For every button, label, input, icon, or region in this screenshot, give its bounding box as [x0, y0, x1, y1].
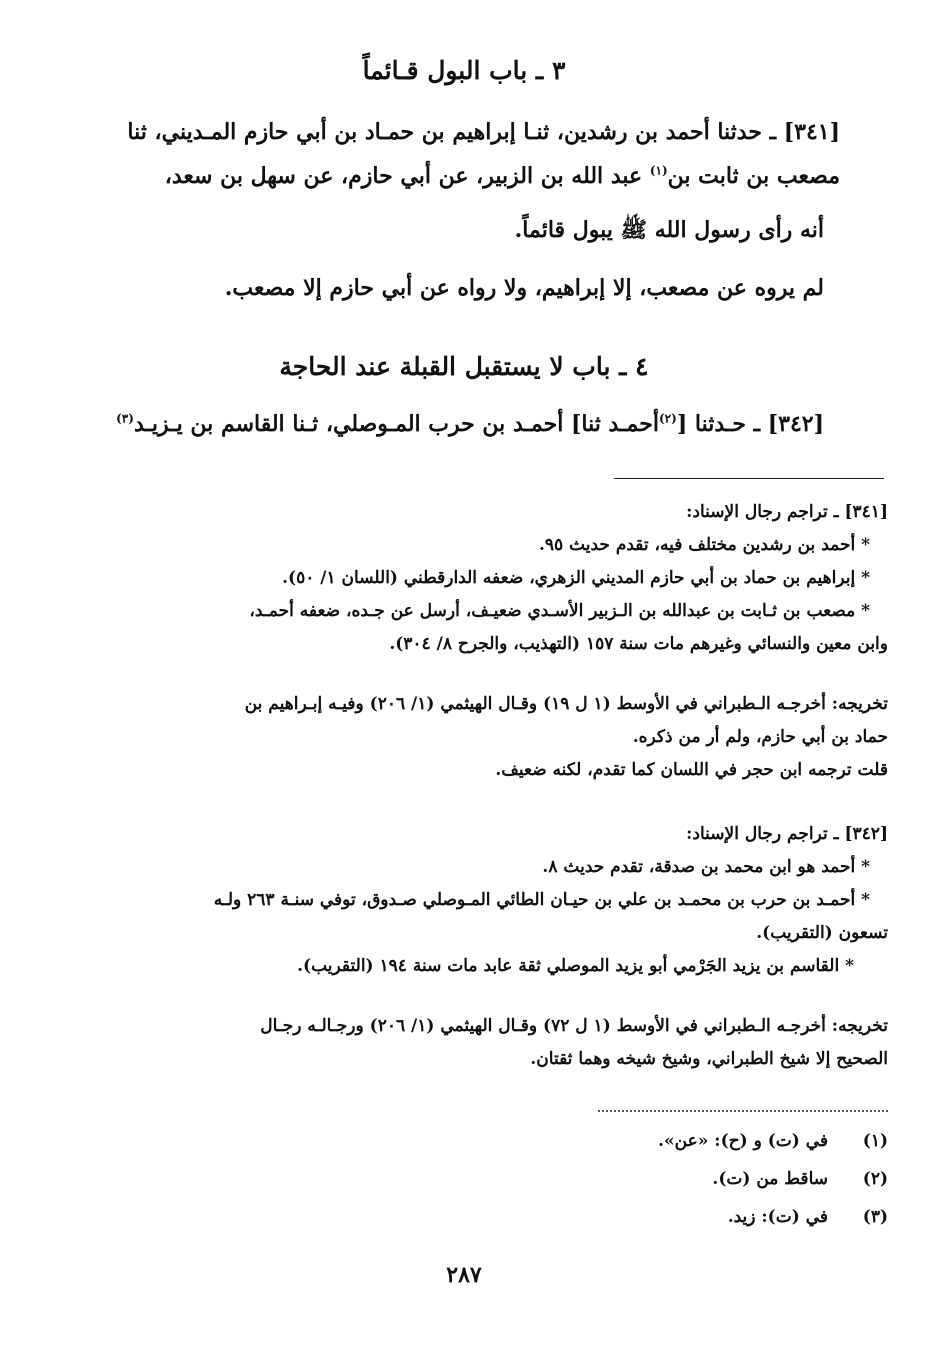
footnote-ref-1[interactable]: (١)	[649, 163, 668, 178]
narrator-341-3: * مصعب بن ثـابت بن عبدالله بن الـزبير الأسـدي ضعيـف، أرسل عن جـده، ضعفه أحمـد،	[249, 601, 870, 621]
footnote-ref-3[interactable]: (٣)	[116, 411, 134, 426]
narrator-341-2: * إبراهيم بن حماد بن أبي حازم المديني الزهري، ضعفه الدارقطني (اللسان ١/ ٥٠).	[282, 568, 870, 588]
chapter-4-title: ٤ ـ باب لا يستقبل القبلة عند الحاجة	[279, 352, 649, 381]
hadith-341-matn: أنه رأى رسول الله ﷺ يبول قائماً.	[514, 217, 824, 243]
hadith-341-line-2	[86, 154, 840, 198]
footnote-2-number: (٢)	[862, 1169, 888, 1189]
chapter-3-title: ٣ ـ باب البول قـائماً	[362, 56, 566, 85]
commentary-341-heading: [٣٤١] ـ تراجم رجال الإسناد:	[686, 502, 888, 522]
footnote-3-text: في (ت): زيد.	[727, 1207, 828, 1227]
hadith-342-text-b: أحمـد ثنا] أحمـد بن حرب المـوصلي، ثـنا القاسم بن يـزيـد	[133, 411, 659, 437]
footnote-ref-2[interactable]: (٢)	[658, 411, 677, 426]
hadith-341-text-a: مصعب بن ثابت بن	[667, 163, 840, 189]
footnote-1-text: في (ت) و (ح): «عن».	[658, 1131, 828, 1151]
footnote-separator	[598, 1110, 888, 1112]
takhrij-341	[0, 688, 928, 787]
hadith-341-comment: لم يروه عن مصعب، إلا إبراهيم، ولا رواه عن أبي حازم إلا مصعب.	[224, 275, 824, 301]
takhrij-342	[0, 1010, 928, 1076]
footnote-2-text: ساقط من (ت).	[712, 1169, 828, 1189]
footnote-3-number: (٣)	[862, 1207, 888, 1227]
hadith-341-text-b: عبد الله بن الزبير، عن أبي حازم، عن سهل بن سعد،	[164, 163, 650, 189]
page-number: ٢٨٧	[446, 1262, 482, 1288]
takhrij-342-line-2: الصحيح إلا شيخ الطبراني، وشيخ شيخه وهما ثقتان.	[530, 1049, 888, 1069]
commentary-separator	[614, 478, 884, 479]
footnote-1-number: (١)	[862, 1131, 888, 1151]
commentary-341	[0, 496, 928, 661]
commentary-342-heading: [٣٤٢] ـ تراجم رجال الإسناد:	[686, 824, 888, 844]
narrator-342-3: * القاسم بن يزيد الجَرْمي أبو يزيد الموصلي ثقة عابد مات سنة ١٩٤ (التقريب).	[297, 956, 854, 976]
narrator-342-2-cont: تسعون (التقريب).	[756, 923, 888, 943]
hadith-342-text-a: [٣٤٢] ـ حـدثنا [	[676, 411, 824, 437]
narrator-342-2: * أحمـد بن حرب بن محمـد بن علي بن حيـان الطائي المـوصلي صـدوق، توفي سنـة ٢٦٣ ولـه	[213, 890, 870, 910]
narrator-342-1: * أحمد هو ابن محمد بن صدقة، تقدم حديث ٨.	[542, 857, 870, 877]
footnote-2	[628, 1164, 888, 1194]
takhrij-342-line-1: تخريجه: أخرجـه الـطبراني في الأوسط (١ ل ٧٢) وقـال الهيثمي (١/ ٢٠٦) ورجـالـه رجـال	[260, 1016, 888, 1036]
narrator-341-3-cont: وابن معين والنسائي وغيرهم مات سنة ١٥٧ (التهذيب، والجرح ٨/ ٣٠٤).	[389, 634, 888, 654]
takhrij-341-line-2: حماد بن أبي حازم، ولم أر من ذكره.	[632, 727, 888, 747]
narrator-341-1: * أحمد بن رشدين مختلف فيه، تقدم حديث ٩٥.	[538, 535, 870, 555]
footnote-3	[628, 1202, 888, 1232]
takhrij-341-line-3: قلت ترجمه ابن حجر في اللسان كما تقدم، لكنه ضعيف.	[495, 760, 888, 780]
footnote-1	[628, 1126, 888, 1156]
commentary-342	[0, 818, 928, 983]
takhrij-341-line-1: تخريجه: أخرجـه الـطبراني في الأوسط (١ ل ١٩) وقـال الهيثمي (١/ ٢٠٦) وفيـه إبـراهيم بن	[244, 694, 888, 714]
hadith-341	[0, 110, 928, 198]
hadith-342	[0, 402, 928, 446]
hadith-341-line-1: [٣٤١] ـ حدثنا أحمد بن رشدين، ثنـا إبراهيم بن حمـاد بن أبي حازم المـديني، ثنا	[127, 119, 840, 145]
